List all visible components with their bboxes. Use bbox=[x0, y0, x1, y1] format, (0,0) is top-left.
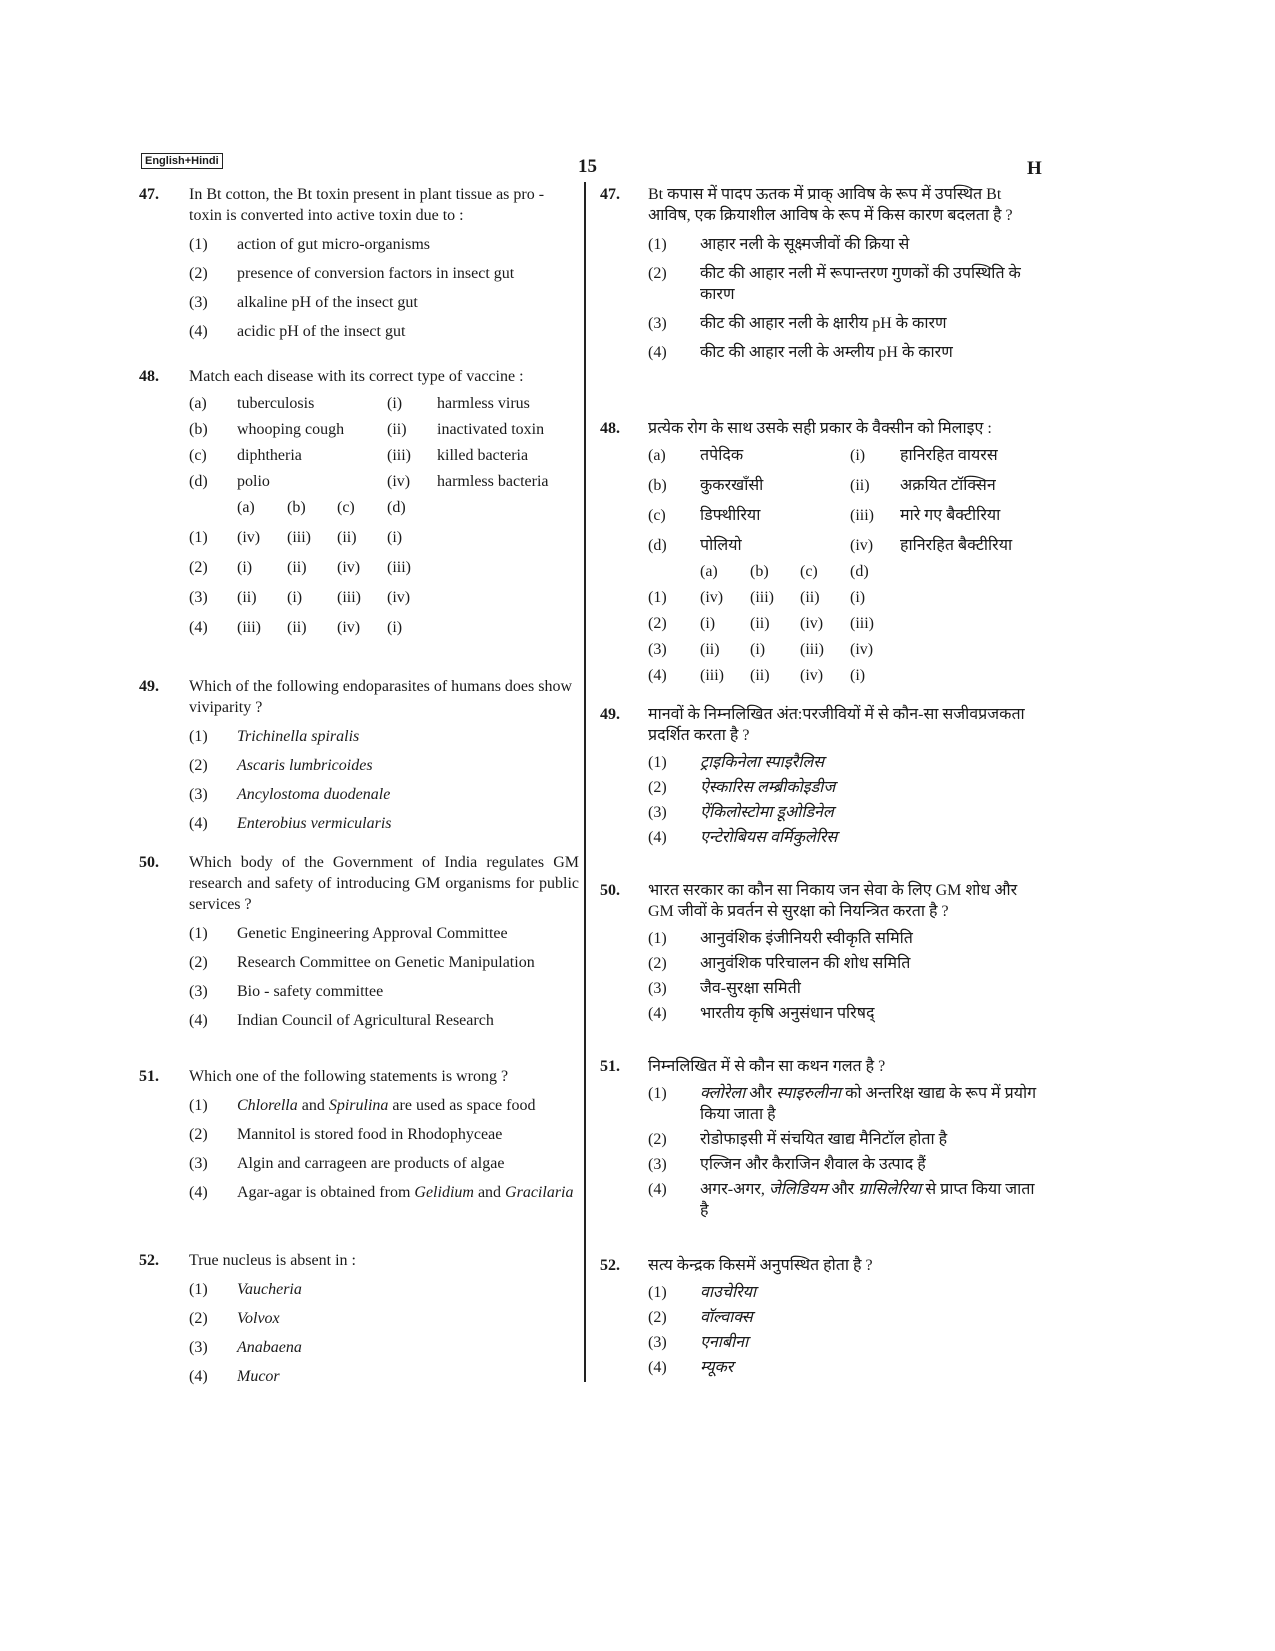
genus-name: Gracilaria bbox=[505, 1184, 574, 1201]
option-2 bbox=[189, 263, 579, 284]
text-fragment: are used as space food bbox=[388, 1097, 536, 1114]
option-text: alkaline pH of the insect gut bbox=[237, 294, 418, 311]
answer-cell: (i) bbox=[700, 615, 716, 632]
option-number: (1) bbox=[189, 925, 208, 942]
option-4 bbox=[189, 1010, 579, 1031]
option-text: Enterobius vermicularis bbox=[237, 815, 392, 832]
option-number: (1) bbox=[648, 1284, 667, 1301]
match-vaccine: मारे गए बैक्टीरिया bbox=[900, 507, 1001, 524]
english-column bbox=[139, 184, 579, 1387]
option-number: (4) bbox=[189, 1368, 208, 1385]
option-1 bbox=[189, 923, 579, 944]
match-label: (i) bbox=[387, 395, 403, 412]
option-number: (1) bbox=[648, 754, 667, 771]
genus-name: जेलिडियम bbox=[768, 1181, 828, 1198]
option-text: रोडोफाइसी में संचयित खाद्य मैनिटॉल होता है bbox=[700, 1131, 948, 1148]
option-number: (3) bbox=[648, 980, 667, 997]
answer-cell: (i) bbox=[287, 589, 303, 606]
option-4 bbox=[189, 321, 579, 342]
option-number: (2) bbox=[189, 954, 208, 971]
answer-header: (c) bbox=[337, 499, 355, 516]
answer-cell: (ii) bbox=[700, 641, 720, 658]
option-text: एनाबीना bbox=[700, 1334, 749, 1351]
answer-cell: (iv) bbox=[387, 589, 411, 606]
option-3 bbox=[648, 802, 1045, 823]
answer-cell: (iii) bbox=[850, 615, 874, 632]
option-text: ऐंकिलोस्टोमा डूओडिनेल bbox=[700, 804, 834, 821]
option-text: Volvox bbox=[237, 1310, 280, 1327]
question-number: 48. bbox=[139, 368, 159, 385]
question-stem: सत्य केन्द्रक किसमें अनुपस्थित होता है ? bbox=[648, 1257, 873, 1274]
answer-header: (a) bbox=[237, 499, 255, 516]
option-text: Genetic Engineering Approval Committee bbox=[237, 925, 508, 942]
answer-cell: (ii) bbox=[287, 619, 307, 636]
option-3 bbox=[648, 313, 1045, 334]
option-number: (3) bbox=[189, 1339, 208, 1356]
option-number: (2) bbox=[648, 955, 667, 972]
option-1 bbox=[648, 928, 1045, 949]
question-52 bbox=[139, 1250, 579, 1387]
match-vaccine: अक्रयित टॉक्सिन bbox=[900, 477, 996, 494]
answer-cell: (i) bbox=[237, 559, 253, 576]
answer-header: (d) bbox=[850, 563, 869, 580]
hindi-column bbox=[600, 184, 1045, 1378]
option-4 bbox=[189, 813, 579, 834]
genus-name: स्पाइरुलीना bbox=[776, 1085, 842, 1102]
question-49-hindi bbox=[600, 704, 1045, 868]
option-number: (1) bbox=[189, 1097, 208, 1114]
option-number: (4) bbox=[189, 1184, 208, 1201]
option-text bbox=[237, 1095, 579, 1116]
option-4 bbox=[648, 342, 1045, 363]
option-text: ट्राइकिनेला स्पाइरैलिस bbox=[700, 754, 825, 771]
match-disease: पोलियो bbox=[700, 537, 742, 554]
answer-cell: (i) bbox=[387, 619, 403, 636]
option-text: एन्टेरोबियस वर्मिकुलेरिस bbox=[700, 829, 838, 846]
option-number: (1) bbox=[648, 236, 667, 253]
option-text: ऐस्कारिस लम्ब्रीकोइडीज bbox=[700, 779, 836, 796]
answer-cell: (iii) bbox=[700, 667, 724, 684]
text-fragment: से प्राप्त किया जाता है bbox=[700, 1181, 1035, 1219]
match-label: (ii) bbox=[387, 421, 407, 438]
match-label: (ii) bbox=[850, 477, 870, 494]
option-number: (4) bbox=[189, 815, 208, 832]
match-label: (i) bbox=[850, 447, 866, 464]
option-text: Research Committee on Genetic Manipulation bbox=[237, 954, 535, 971]
genus-name: Spirulina bbox=[328, 1097, 389, 1114]
answer-cell: (4) bbox=[189, 619, 208, 636]
text-fragment: अगर-अगर, bbox=[700, 1181, 769, 1198]
option-number: (2) bbox=[189, 265, 208, 282]
question-50 bbox=[139, 852, 579, 1064]
option-number: (3) bbox=[189, 1155, 208, 1172]
question-49 bbox=[139, 676, 579, 848]
option-text: भारतीय कृषि अनुसंधान परिषद् bbox=[700, 1005, 875, 1022]
option-text: वाउचेरिया bbox=[700, 1284, 757, 1301]
answer-cell: (i) bbox=[387, 529, 403, 546]
answer-cell: (i) bbox=[750, 641, 766, 658]
answer-cell: (iv) bbox=[337, 619, 361, 636]
option-number: (2) bbox=[189, 1310, 208, 1327]
option-number: (3) bbox=[648, 315, 667, 332]
option-1 bbox=[648, 1282, 1045, 1303]
option-2 bbox=[189, 755, 579, 776]
option-text: Trichinella spiralis bbox=[237, 728, 360, 745]
answer-header bbox=[189, 497, 237, 518]
question-stem: True nucleus is absent in : bbox=[189, 1252, 356, 1269]
language-tag: English+Hindi bbox=[141, 153, 223, 169]
question-47 bbox=[139, 184, 579, 346]
match-label: (c) bbox=[648, 507, 666, 524]
option-number: (1) bbox=[189, 728, 208, 745]
option-number: (2) bbox=[648, 1309, 667, 1326]
match-label: (d) bbox=[189, 473, 208, 490]
option-text bbox=[700, 1179, 1045, 1221]
question-stem: In Bt cotton, the Bt toxin present in plant tissue as pro - toxin is converted into active toxin due to : bbox=[189, 186, 545, 224]
option-number: (2) bbox=[648, 779, 667, 796]
text-fragment: और bbox=[745, 1085, 777, 1102]
question-number: 47. bbox=[139, 186, 159, 203]
question-stem: Match each disease with its correct type of vaccine : bbox=[189, 368, 524, 385]
option-3 bbox=[189, 1153, 579, 1174]
option-text: Bio - safety committee bbox=[237, 983, 384, 1000]
option-number: (1) bbox=[189, 1281, 208, 1298]
option-2 bbox=[648, 777, 1045, 798]
option-number: (4) bbox=[189, 1012, 208, 1029]
match-disease: diphtheria bbox=[237, 447, 302, 464]
option-text: action of gut micro-organisms bbox=[237, 236, 430, 253]
match-disease: whooping cough bbox=[237, 421, 345, 438]
question-stem: भारत सरकार का कौन सा निकाय जन सेवा के लिए GM शोध और GM जीवों के प्रवर्तन से सुरक्षा को नियन्त्रित करता है ? bbox=[648, 882, 1018, 920]
answer-cell: (iii) bbox=[750, 589, 774, 606]
option-3 bbox=[189, 292, 579, 313]
question-50-hindi bbox=[600, 880, 1045, 1050]
answer-cell: (iv) bbox=[800, 667, 824, 684]
match-label: (iii) bbox=[387, 447, 411, 464]
match-vaccine: हानिरहित वायरस bbox=[900, 447, 998, 464]
answer-cell: (iii) bbox=[337, 589, 361, 606]
match-label: (iii) bbox=[850, 507, 874, 524]
option-number: (4) bbox=[648, 1005, 667, 1022]
match-label: (a) bbox=[648, 447, 666, 464]
answer-grid bbox=[189, 497, 579, 638]
option-text: Mannitol is stored food in Rhodophyceae bbox=[237, 1126, 503, 1143]
option-3 bbox=[189, 981, 579, 1002]
answer-cell: (2) bbox=[189, 559, 208, 576]
option-1 bbox=[648, 234, 1045, 255]
option-number: (4) bbox=[648, 1181, 667, 1198]
answer-grid bbox=[648, 561, 1045, 686]
answer-cell: (iii) bbox=[800, 641, 824, 658]
question-stem: Which of the following endoparasites of humans does show viviparity ? bbox=[189, 678, 573, 716]
option-number: (2) bbox=[648, 265, 667, 282]
option-1 bbox=[189, 234, 579, 255]
option-2 bbox=[648, 1129, 1045, 1150]
option-3 bbox=[648, 1154, 1045, 1175]
option-number: (1) bbox=[189, 236, 208, 253]
option-3 bbox=[189, 784, 579, 805]
option-number: (1) bbox=[648, 930, 667, 947]
question-stem: Which one of the following statements is wrong ? bbox=[189, 1068, 509, 1085]
answer-header bbox=[648, 561, 700, 582]
option-text: जैव-सुरक्षा समिती bbox=[700, 980, 801, 997]
answer-cell: (3) bbox=[189, 589, 208, 606]
option-3 bbox=[648, 978, 1045, 999]
answer-cell: (ii) bbox=[750, 667, 770, 684]
option-text: म्यूकर bbox=[700, 1359, 734, 1376]
match-label: (iv) bbox=[850, 537, 874, 554]
option-text: Vaucheria bbox=[237, 1281, 302, 1298]
answer-cell: (i) bbox=[850, 589, 866, 606]
option-number: (4) bbox=[648, 344, 667, 361]
answer-cell: (1) bbox=[648, 589, 667, 606]
match-disease: डिफ्थीरिया bbox=[700, 507, 761, 524]
option-number: (1) bbox=[648, 1085, 667, 1102]
option-text: आनुवंशिक इंजीनियरी स्वीकृति समिति bbox=[700, 930, 913, 947]
question-stem: Which body of the Government of India regulates GM research and safety of introducing GM organisms for public services ? bbox=[189, 854, 579, 913]
option-text: आहार नली के सूक्ष्मजीवों की क्रिया से bbox=[700, 236, 910, 253]
text-fragment: को अन्तरिक्ष खाद्य के रूप में प्रयोग किया जाता है bbox=[700, 1085, 1037, 1123]
genus-name: क्लोरेला bbox=[700, 1085, 746, 1102]
question-number: 49. bbox=[600, 706, 620, 723]
match-vaccine: हानिरहित बैक्टीरिया bbox=[900, 537, 1013, 554]
answer-cell: (iii) bbox=[287, 529, 311, 546]
match-disease: tuberculosis bbox=[237, 395, 315, 412]
option-number: (3) bbox=[648, 1156, 667, 1173]
answer-cell: (iv) bbox=[850, 641, 874, 658]
option-3 bbox=[189, 1337, 579, 1358]
match-vaccine: killed bacteria bbox=[437, 447, 529, 464]
match-table bbox=[189, 393, 579, 492]
option-text: acidic pH of the insect gut bbox=[237, 323, 406, 340]
option-number: (3) bbox=[648, 804, 667, 821]
question-51 bbox=[139, 1066, 579, 1246]
question-52-hindi bbox=[600, 1255, 1045, 1378]
answer-cell: (ii) bbox=[337, 529, 357, 546]
column-divider bbox=[584, 182, 586, 1382]
answer-cell: (ii) bbox=[800, 589, 820, 606]
option-number: (3) bbox=[189, 983, 208, 1000]
question-number: 49. bbox=[139, 678, 159, 695]
answer-cell: (iii) bbox=[387, 559, 411, 576]
booklet-code: H bbox=[1027, 158, 1042, 179]
answer-header: (b) bbox=[287, 499, 306, 516]
answer-header: (a) bbox=[700, 563, 718, 580]
answer-cell: (ii) bbox=[287, 559, 307, 576]
match-label: (iv) bbox=[387, 473, 411, 490]
option-4 bbox=[189, 1182, 579, 1203]
question-number: 52. bbox=[600, 1257, 620, 1274]
answer-header: (c) bbox=[800, 563, 818, 580]
option-1 bbox=[189, 1095, 579, 1116]
option-number: (4) bbox=[189, 323, 208, 340]
match-disease: तपेदिक bbox=[700, 447, 744, 464]
genus-name: ग्रासिलेरिया bbox=[858, 1181, 922, 1198]
option-2 bbox=[189, 1124, 579, 1145]
question-number: 50. bbox=[139, 854, 159, 871]
option-text: Ascaris lumbricoides bbox=[237, 757, 373, 774]
answer-cell: (2) bbox=[648, 615, 667, 632]
option-4 bbox=[648, 1179, 1045, 1221]
match-vaccine: harmless bacteria bbox=[437, 473, 549, 490]
option-number: (4) bbox=[648, 829, 667, 846]
option-1 bbox=[189, 726, 579, 747]
option-number: (3) bbox=[189, 294, 208, 311]
genus-name: Gelidium bbox=[414, 1184, 474, 1201]
answer-cell: (iii) bbox=[237, 619, 261, 636]
option-text: presence of conversion factors in insect gut bbox=[237, 265, 515, 282]
answer-cell: (ii) bbox=[237, 589, 257, 606]
question-number: 51. bbox=[139, 1068, 159, 1085]
option-text bbox=[700, 1083, 1045, 1125]
option-number: (2) bbox=[189, 757, 208, 774]
option-4 bbox=[189, 1366, 579, 1387]
answer-cell: (iv) bbox=[800, 615, 824, 632]
option-2 bbox=[648, 953, 1045, 974]
question-number: 51. bbox=[600, 1058, 620, 1075]
match-label: (a) bbox=[189, 395, 207, 412]
option-4 bbox=[648, 827, 1045, 848]
answer-cell: (iv) bbox=[337, 559, 361, 576]
match-label: (b) bbox=[648, 477, 667, 494]
match-vaccine: harmless virus bbox=[437, 395, 530, 412]
question-number: 47. bbox=[600, 186, 620, 203]
question-stem: Bt कपास में पादप ऊतक में प्राक् आविष के रूप में उपस्थित Bt आविष, एक क्रियाशील आविष के रूप में किस कारण बदलता है ? bbox=[648, 186, 1013, 224]
option-text: Ancylostoma duodenale bbox=[237, 786, 391, 803]
match-disease: कुकरखाँसी bbox=[700, 477, 764, 494]
option-number: (3) bbox=[648, 1334, 667, 1351]
option-number: (4) bbox=[648, 1359, 667, 1376]
option-number: (2) bbox=[648, 1131, 667, 1148]
match-label: (c) bbox=[189, 447, 207, 464]
text-fragment: और bbox=[827, 1181, 859, 1198]
match-label: (d) bbox=[648, 537, 667, 554]
match-disease: polio bbox=[237, 473, 270, 490]
option-text: Indian Council of Agricultural Research bbox=[237, 1012, 494, 1029]
question-48-hindi bbox=[600, 418, 1045, 698]
question-number: 52. bbox=[139, 1252, 159, 1269]
answer-cell: (iv) bbox=[237, 529, 261, 546]
question-47-hindi bbox=[600, 184, 1045, 404]
option-text: एल्जिन और कैराजिन शैवाल के उत्पाद हैं bbox=[700, 1156, 926, 1173]
answer-cell: (i) bbox=[850, 667, 866, 684]
genus-name: Chlorella bbox=[237, 1097, 298, 1114]
text-fragment: Agar-agar is obtained from bbox=[237, 1184, 415, 1201]
option-text: कीट की आहार नली के क्षारीय pH के कारण bbox=[700, 315, 947, 332]
question-48 bbox=[139, 366, 579, 654]
text-fragment: and bbox=[473, 1184, 506, 1201]
option-text: Mucor bbox=[237, 1368, 280, 1385]
text-fragment: and bbox=[297, 1097, 329, 1114]
option-text: Anabaena bbox=[237, 1339, 302, 1356]
answer-cell: (4) bbox=[648, 667, 667, 684]
option-1 bbox=[648, 1083, 1045, 1125]
answer-cell: (3) bbox=[648, 641, 667, 658]
option-text: कीट की आहार नली में रूपान्तरण गुणकों की उपस्थिति के कारण bbox=[700, 265, 1021, 303]
answer-cell: (iv) bbox=[700, 589, 724, 606]
option-number: (2) bbox=[189, 1126, 208, 1143]
option-text: आनुवंशिक परिचालन की शोध समिति bbox=[700, 955, 911, 972]
option-4 bbox=[648, 1357, 1045, 1378]
page-number: 15 bbox=[578, 156, 597, 177]
option-text: वॉल्वाक्स bbox=[700, 1309, 753, 1326]
question-stem: प्रत्येक रोग के साथ उसके सही प्रकार के वैक्सीन को मिलाइए : bbox=[648, 420, 992, 437]
answer-cell: (1) bbox=[189, 529, 208, 546]
option-3 bbox=[648, 1332, 1045, 1353]
option-1 bbox=[648, 752, 1045, 773]
question-51-hindi bbox=[600, 1056, 1045, 1251]
answer-cell: (ii) bbox=[750, 615, 770, 632]
option-number: (3) bbox=[189, 786, 208, 803]
question-stem: मानवों के निम्नलिखित अंत:परजीवियों में से कौन-सा सजीवप्रजकता प्रदर्शित करता है ? bbox=[648, 706, 1025, 744]
option-2 bbox=[648, 263, 1045, 305]
match-label: (b) bbox=[189, 421, 208, 438]
option-2 bbox=[189, 952, 579, 973]
match-vaccine: inactivated toxin bbox=[437, 421, 545, 438]
question-number: 50. bbox=[600, 882, 620, 899]
option-text: Algin and carrageen are products of algae bbox=[237, 1155, 505, 1172]
option-2 bbox=[189, 1308, 579, 1329]
option-2 bbox=[648, 1307, 1045, 1328]
answer-header: (d) bbox=[387, 499, 406, 516]
option-text bbox=[237, 1182, 579, 1203]
option-4 bbox=[648, 1003, 1045, 1024]
match-table bbox=[648, 445, 1045, 556]
option-1 bbox=[189, 1279, 579, 1300]
question-number: 48. bbox=[600, 420, 620, 437]
question-stem: निम्नलिखित में से कौन सा कथन गलत है ? bbox=[648, 1058, 886, 1075]
answer-header: (b) bbox=[750, 563, 769, 580]
option-text: कीट की आहार नली के अम्लीय pH के कारण bbox=[700, 344, 953, 361]
